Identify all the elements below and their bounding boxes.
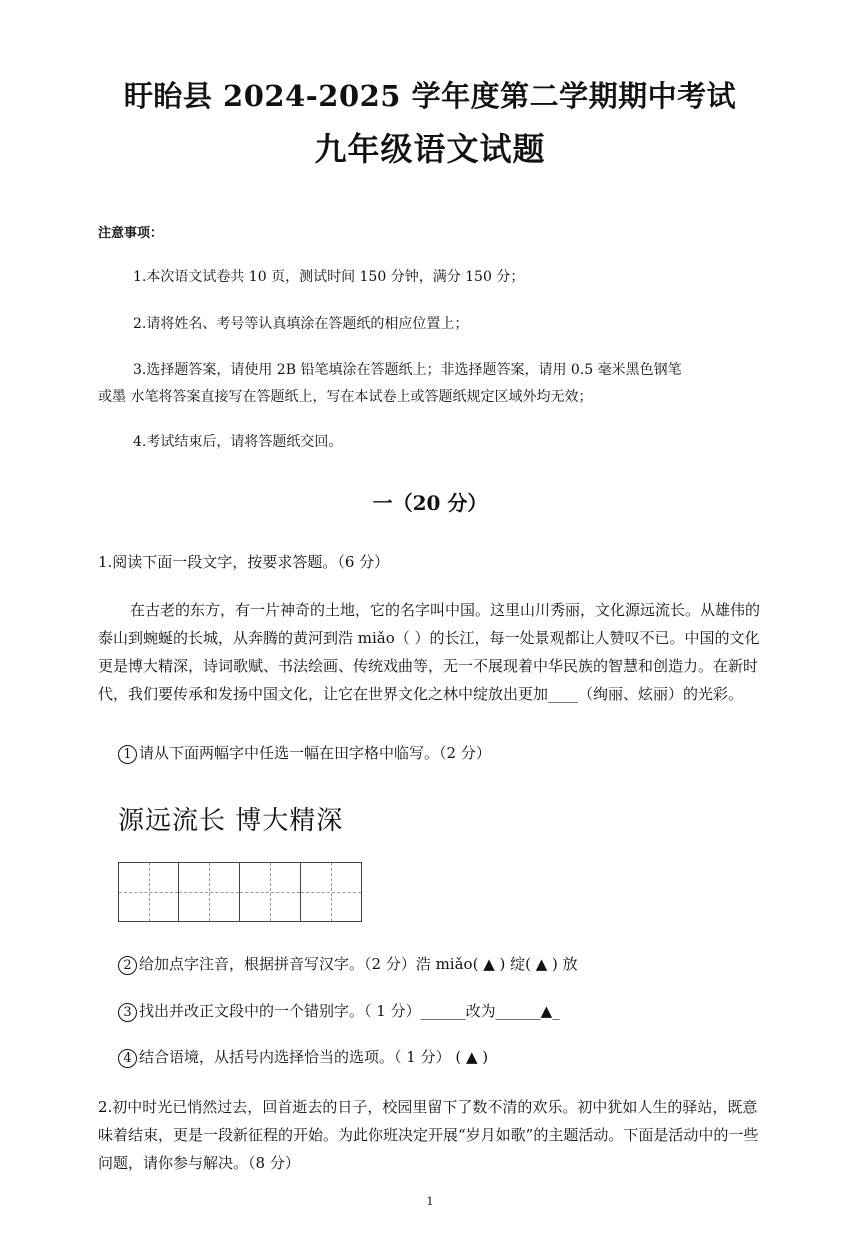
circled-number-4: 4	[118, 1049, 137, 1068]
circled-number-2: 2	[118, 956, 137, 975]
passage-blank: ____	[548, 685, 579, 703]
passage-text-1: 在古老的东方，有一片神奇的土地，它的名字叫中国。这里山川秀丽，文化源远流长。从雄伟的泰山到蜿蜒的长城，从奔腾的黄河到浩 miǎo（ ）的长江，每一处景观都让人赞叹不已。中国的文化更是博大精深，诗词歌赋、书法绘画、传统戏曲等，无一不展现着中华民族的智慧和创造力。在新时代，我们要传承和发扬中国文化，让它在世界文化之林中绽放出更加	[98, 601, 761, 703]
notice-item-4: 4.考试结束后，请将答题纸交回。	[133, 434, 343, 450]
question-1-stem: 1.阅读下面一段文字，按要求答题。（6 分）	[98, 553, 390, 571]
question-1-passage	[98, 596, 763, 708]
exam-title: 盱眙县 2024-2025 学年度第二学期期中考试	[123, 79, 737, 113]
tianzige-grid	[118, 862, 366, 922]
sub-question-2-text: 给加点字注音，根据拼音写汉字。（2 分）浩 miǎo( ▲ ) 绽( ▲ ) 放	[139, 955, 578, 973]
tianzige-cell[interactable]	[240, 862, 301, 922]
tianzige-cell[interactable]	[301, 862, 362, 922]
section-title: 一（20 分）	[372, 491, 488, 515]
notice-item-2: 2.请将姓名、考号等认真填涂在答题纸的相应位置上；	[133, 316, 469, 332]
sub-question-3	[118, 1000, 560, 1022]
passage-text-2: （绚丽、炫丽）的光彩。	[578, 685, 744, 703]
exam-subtitle: 九年级语文试题	[314, 130, 546, 168]
sub-question-1	[118, 742, 491, 764]
page-number: 1	[426, 1195, 434, 1208]
notice-heading: 注意事项：	[98, 226, 164, 241]
tianzige-cell[interactable]	[179, 862, 240, 922]
sub-question-3-text: 找出并改正文段中的一个错别字。（ 1 分）______改为______▲_	[139, 1002, 560, 1020]
sub-question-4	[118, 1046, 488, 1068]
notice-item-1: 1.本次语文试卷共 10 页，测试时间 150 分钟，满分 150 分；	[133, 269, 525, 285]
calligraphy-sample: 源远流长 博大精深	[118, 806, 344, 836]
sub-question-4-text: 结合语境，从括号内选择恰当的选项。（ 1 分） ( ▲ )	[139, 1048, 489, 1066]
circled-number-1: 1	[118, 745, 137, 764]
tianzige-cell[interactable]	[118, 862, 179, 922]
sub-question-1-text: 请从下面两幅字中任选一幅在田字格中临写。（2 分）	[139, 744, 491, 762]
sub-question-2	[118, 953, 578, 975]
notice-item-3-cont: 或墨 水笔将答案直接写在答题纸上，写在本试卷上或答题纸规定区域外均无效；	[98, 389, 593, 405]
circled-number-3: 3	[118, 1003, 137, 1022]
question-2-stem: 2.初中时光已悄然过去，回首逝去的日子，校园里留下了数不清的欢乐。初中犹如人生的驿站，既意味着结束，更是一段新征程的开始。为此你班决定开展“岁月如歌”的主题活动。下面是活动中的一些问题，请你参与解决。（8 分）	[98, 1098, 759, 1172]
notice-item-3: 3.选择题答案，请使用 2B 铅笔填涂在答题纸上；非选择题答案，请用 0.5 毫米黑色钢笔	[133, 362, 682, 378]
